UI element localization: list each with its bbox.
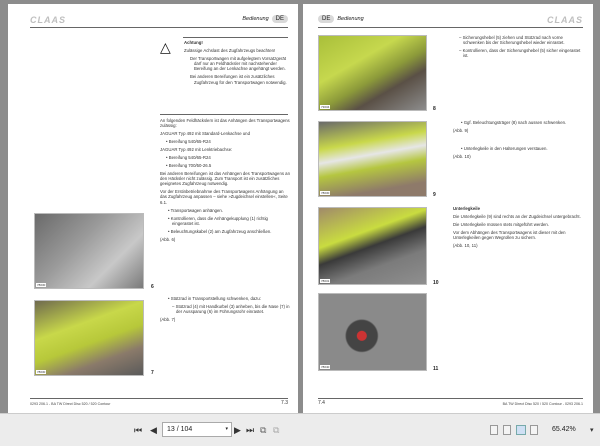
single-page-view-button[interactable]: [490, 425, 498, 435]
page-number-input[interactable]: [162, 422, 232, 437]
figure-ref: (Abb. 6): [160, 236, 176, 242]
paragraph: Bei anderen Bereifungen ist das Anhängen des Transportwagens an den Häcksler nicht zulässig. Zum Transport ist ein zusätzliches geeignetes Zugfahrzeug notwendig.: [160, 170, 290, 187]
paragraph: JAGUAR Typ 492 mit Lenktriebachse:: [160, 146, 233, 152]
paragraph: Vor dem Abhängen des Transportwagens ist dieser mit den Unterlegkeilen gegen Wegrollen zu sichern.: [453, 229, 566, 240]
bullet: • Kontrollieren, dass die Anhängekupplung (1) richtig eingerastet ist.: [168, 215, 268, 226]
figure-number: 11: [433, 366, 439, 372]
sub-item: – Kontrollieren, dass der Sicherungshebel (5) sicher eingerastet ist.: [459, 48, 581, 59]
two-page-view-button[interactable]: [516, 425, 526, 435]
page-number: 7.3: [281, 400, 288, 406]
pdf-toolbar: [0, 413, 600, 446]
body-text-2: [160, 296, 290, 325]
paragraph: Die Unterlegkeile (9) sind rechts an der Zugdeichsel untergebracht.: [453, 213, 581, 219]
figure-ref: (Abb. 9): [453, 127, 469, 133]
warning-box: [184, 40, 289, 87]
figure-9-photo: [318, 121, 427, 197]
next-page-icon[interactable]: ▶: [234, 425, 241, 435]
figure-6-photo: [34, 213, 144, 289]
warning-item: Der Transportwagen mit aufgelegtem Vorsatzgerät darf nur an Feldhäcksler mit nachstehender Bereifung an der Lenkachse angehängt werden.: [190, 55, 287, 72]
text-block-3: [453, 146, 583, 162]
bullet: • Stützrad in Transportstellung schwenken, dazu:: [168, 296, 261, 301]
figure-number: 8: [433, 106, 436, 112]
chevron-down-icon[interactable]: ▾: [225, 426, 228, 432]
figure-11-photo: [318, 293, 427, 371]
text-block-4: [453, 206, 585, 251]
claas-logo: CLAAS: [547, 15, 583, 25]
warning-text: Zulässige Achslast des Zugfahrzeugs beachten!: [184, 47, 276, 53]
figure-ref: (Abb. 7): [160, 317, 176, 323]
continuous-view-button[interactable]: [503, 425, 511, 435]
section-title: Bedienung: [337, 16, 364, 22]
paragraph: An folgenden Feldhäckslern ist das Anhängen des Transportwagens zulässig:: [160, 118, 290, 129]
zoom-level[interactable]: 65.42%: [552, 426, 576, 433]
body-text: [160, 118, 290, 244]
text-block-2: [453, 120, 583, 136]
sub-item: – Stützrad (4) mit Handkurbel (3) anheben, bis die Nase (7) in der Aussparung (6) im Führungsrohr einrastet.: [172, 303, 290, 315]
section-title: Bedienung: [242, 16, 269, 22]
warning-top-rule: [183, 37, 288, 38]
claas-logo: CLAAS: [30, 15, 66, 25]
page-right: [303, 4, 593, 413]
footer-rule: [318, 398, 583, 399]
copy-icon[interactable]: ⧉: [273, 425, 280, 435]
sub-item: – Sicherungshebel (5) ziehen und Stützrad nach vorne schwenken bis der Sicherungshebel wieder einrastet.: [459, 35, 565, 46]
page-field-value: 13 / 104: [167, 426, 193, 433]
page-header: [318, 15, 364, 23]
figure-number: 10: [433, 280, 439, 286]
bullet: • Unterlegkeile in den Halterungen verstauen.: [461, 146, 548, 151]
figure-8-photo: [318, 35, 427, 111]
zoom-dropdown-icon[interactable]: ▾: [590, 427, 594, 434]
page-footer: BA TW Direct Disc 520 / 520 Contour - 0293 206.1: [502, 402, 583, 406]
header-rule: [30, 27, 288, 28]
footer-rule: [30, 398, 288, 399]
page-footer: 0293 206.1 - BA TW Direct Disc 520 / 520 Contour: [30, 402, 111, 406]
figure-number: 6: [151, 284, 154, 290]
language-badge: DE: [318, 15, 334, 23]
figure-code: 73034: [321, 105, 330, 109]
page-number: 7.4: [318, 400, 325, 406]
figure-10-photo: [318, 207, 427, 285]
text-block-1: [453, 35, 583, 61]
two-page-continuous-view-button[interactable]: [530, 425, 538, 435]
bullet: • Bereifung 540/65-R24: [166, 154, 211, 160]
figure-code: 78030: [37, 283, 46, 287]
warning-item: Bei anderen Bereifungen ist ein zusätzliches Zugfahrzeug für den Transportwagen notwendig.: [190, 74, 287, 85]
language-badge: DE: [272, 15, 288, 23]
bullet: • Beleuchtungskabel (2) am Zugfahrzeug anschließen.: [168, 228, 272, 234]
bullet: • Transportwagen anhängen.: [168, 207, 224, 213]
last-page-icon[interactable]: ⏭: [246, 425, 255, 435]
figure-ref: (Abb. 10): [453, 153, 471, 159]
page-left: [8, 4, 298, 413]
warning-triangle-icon: △: [160, 39, 171, 55]
figure-code: 78040: [321, 365, 330, 369]
figure-7-photo: [34, 300, 144, 376]
rotate-icon[interactable]: ⧉: [260, 425, 267, 435]
figure-ref: (Abb. 10, 11): [453, 242, 478, 248]
bullet: • Ggf. Beleuchtungsträger (8) nach aussen schwenken.: [461, 120, 567, 125]
figure-code: 78030: [37, 370, 46, 374]
bullet: • Bereifung 540/65-R24: [166, 139, 211, 145]
paragraph: Vor der Erstinbetriebnahme des Transportwagens Anhängung an das Zugfahrzeug anpassen – siehe »Zugdeichsel einstellen«, Seite 6.1.: [160, 189, 288, 205]
subheading: Unterlegkeile: [453, 206, 480, 211]
paragraph: Die Unterlegkeile müssen stets mitgeführt werden.: [453, 221, 550, 227]
figure-code: 78031: [321, 279, 330, 283]
figure-code: 78030: [321, 191, 330, 195]
page-header: [242, 15, 288, 23]
header-rule: [318, 27, 583, 28]
bullet: • Bereifung 700/50-26.5: [166, 162, 212, 168]
first-page-icon[interactable]: ⏮: [134, 425, 143, 435]
previous-page-icon[interactable]: ◀: [150, 425, 157, 435]
paragraph: JAGUAR Typ 492 mit Standard-Lenkachse und: [160, 131, 250, 137]
figure-number: 7: [151, 370, 154, 376]
figure-number: 9: [433, 192, 436, 198]
warning-bottom-rule: [160, 114, 288, 115]
warning-title: Achtung!: [184, 40, 203, 45]
